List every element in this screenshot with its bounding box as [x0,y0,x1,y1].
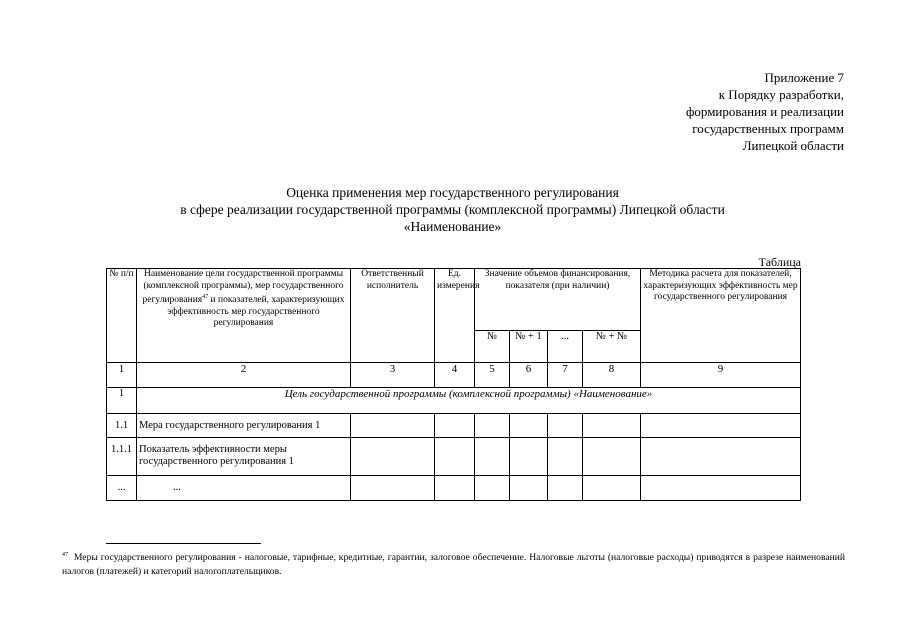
row-name: Мера государственного регулирования 1 [137,414,351,438]
cell-empty [510,438,548,476]
title-line: Оценка применения мер государственного регулирования [286,185,619,200]
title-line: в сфере реализации государственной программы (комплексной программы) Липецкой области [180,202,725,217]
subheader-n: № [475,331,510,363]
header-name-text-tail: и показателей, характеризующих эффективность мер государственного регулирования [167,295,345,329]
cell-empty [641,438,801,476]
cell-empty [510,414,548,438]
column-number: 1 [107,363,137,388]
goal-row-num: 1 [107,388,137,414]
document-title [0,184,905,235]
cell-empty [351,438,435,476]
column-number: 3 [351,363,435,388]
footnote-text: Меры государственного регулирования - налоговые, тарифные, кредитные, гарантии, залоговое обеспечение. Налоговые льготы (налоговые расходы) приводятся в разрезе наименований налогов (платежей) и категорий налогоплательщиков. [62,552,846,577]
footnote-mark: 47 [62,552,68,558]
cell-empty [548,414,583,438]
row-num: ... [107,476,137,501]
cell-empty [475,438,510,476]
table-row [107,414,801,438]
appendix-line: Липецкой области [742,138,844,153]
column-number: 4 [435,363,475,388]
column-number: 7 [548,363,583,388]
goal-row-text: Цель государственной программы (комплексной программы) «Наименование» [137,388,801,414]
column-number: 6 [510,363,548,388]
appendix-line: к Порядку разработки, [718,87,844,102]
column-number: 9 [641,363,801,388]
row-name: ... [137,476,351,501]
cell-empty [510,476,548,501]
column-number: 8 [583,363,641,388]
header-values: Значение объемов финансирования, показателя (при наличии) [475,269,641,331]
appendix-line: формирования и реализации [685,104,844,119]
cell-empty [583,438,641,476]
cell-empty [583,476,641,501]
subheader-n-plus-n: № + № [583,331,641,363]
footnote-separator [106,543,261,544]
assessment-table [106,268,801,501]
footnote-ref: 47 [202,294,209,300]
cell-empty [435,438,475,476]
appendix-line: Приложение 7 [764,70,844,85]
row-num: 1.1.1 [107,438,137,476]
row-name: Показатель эффективности меры государственного регулирования 1 [137,438,351,476]
table-row [107,438,801,476]
cell-empty [548,476,583,501]
cell-empty [435,414,475,438]
appendix-block [686,69,844,154]
subheader-ellipsis: ... [548,331,583,363]
header-unit: Ед. измерения [435,269,475,363]
cell-empty [475,476,510,501]
header-name [137,269,351,363]
cell-empty [641,414,801,438]
cell-empty [351,476,435,501]
row-num: 1.1 [107,414,137,438]
table-caption: Таблица [758,255,801,269]
appendix-line: государственных программ [692,121,844,136]
cell-empty [351,414,435,438]
header-responsible: Ответственный исполнитель [351,269,435,363]
header-name-text: Наименование цели государственной программы (комплексной программы), мер государственного регулирования [142,269,344,306]
cell-empty [475,414,510,438]
subheader-n-plus-1: № + 1 [510,331,548,363]
header-method: Методика расчета для показателей, характеризующих эффективность мер государственного регулирования [641,269,801,363]
table-row [107,476,801,501]
cell-empty [583,414,641,438]
column-number: 5 [475,363,510,388]
column-number: 2 [137,363,351,388]
title-line: «Наименование» [403,219,502,234]
cell-empty [435,476,475,501]
cell-empty [548,438,583,476]
footnote [62,548,845,579]
cell-empty [641,476,801,501]
header-num: № п/п [107,269,137,363]
